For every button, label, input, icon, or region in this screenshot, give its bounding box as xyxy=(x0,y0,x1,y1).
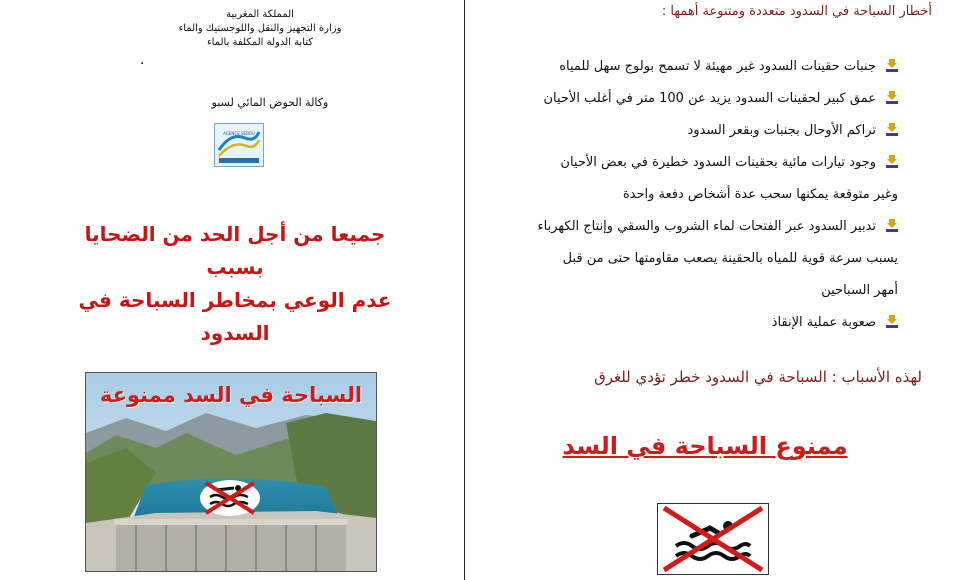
list-item-text: يسبب سرعة قوية للمياه بالحقينة يصعب مقاومتها حتى من قبل xyxy=(562,250,898,266)
list-item xyxy=(470,146,898,178)
list-item xyxy=(470,82,898,114)
arrow-bullet-icon xyxy=(886,59,898,72)
header-line-2: وزارة التجهيز والنقل واللوجستيك والماء xyxy=(178,23,342,34)
dangers-heading: أخطار السباحة في السدود متعددة ومتنوعة أهمها : xyxy=(661,4,932,19)
reason-statement: لهذه الأسباب : السباحة في السدود خطر تؤدي للغرق xyxy=(594,368,922,386)
header-line-1: المملكة المغربية xyxy=(226,9,294,20)
list-item xyxy=(470,50,898,82)
slogan-line-2: عدم الوعي بمخاطر السباحة في السدود xyxy=(78,288,392,345)
list-item xyxy=(470,210,898,242)
no-swimming-icon xyxy=(200,480,260,516)
photo-title: السباحة في السد ممنوعة xyxy=(99,383,363,407)
panel-divider xyxy=(464,0,465,580)
list-item-text: تدبير السدود عبر الفتحات لماء الشروب والسقي وإنتاج الكهرباء xyxy=(537,218,876,234)
list-item xyxy=(470,306,898,338)
sebou-logo xyxy=(214,123,264,167)
header-line-3: كتابة الدولة المكلفة بالماء xyxy=(206,37,314,48)
arrow-bullet-icon xyxy=(886,315,898,328)
slogan-line-1: جميعا من أجل الحد من الضحايا بسبب xyxy=(84,222,386,279)
no-swimming-sign xyxy=(657,503,769,575)
logo-text: AGENCE SEBOU xyxy=(223,131,255,136)
list-item-text: وجود تيارات مائية بحقينات السدود خطيرة في بعض الأحيان xyxy=(560,154,876,170)
list-item-text: صعوبة عملية الإنقاذ xyxy=(771,314,876,330)
arrow-bullet-icon xyxy=(886,219,898,232)
list-item-continuation xyxy=(470,178,898,210)
dangers-list xyxy=(470,50,898,338)
list-item-text: عمق كبير لحقينات السدود يزيد عن 100 متر في أغلب الأحيان xyxy=(543,90,876,106)
dam-photo xyxy=(85,372,377,572)
list-item-continuation xyxy=(470,274,898,306)
agency-name: وكالة الحوض المائي لسبو xyxy=(211,96,329,109)
ministry-header xyxy=(160,8,360,50)
slogan xyxy=(60,218,410,350)
no-swimming-icon xyxy=(658,504,768,574)
arrow-bullet-icon xyxy=(886,155,898,168)
list-item-text: تراكم الأوحال بجنبات وبقعر السدود xyxy=(687,122,876,138)
list-item xyxy=(470,114,898,146)
header-dot: . xyxy=(140,52,145,68)
list-item-text: جنبات حقينات السدود غير مهيئة لا تسمح بولوج سهل للمياه xyxy=(559,58,876,74)
list-item-text: أمهر السباحين xyxy=(821,282,898,298)
list-item-continuation xyxy=(470,242,898,274)
forbidden-title: ممنوع السباحة في السد xyxy=(562,432,848,460)
arrow-bullet-icon xyxy=(886,91,898,104)
list-item-text: وغير متوقعة يمكنها سحب عدة أشخاص دفعة واحدة xyxy=(622,186,898,202)
arrow-bullet-icon xyxy=(886,123,898,136)
